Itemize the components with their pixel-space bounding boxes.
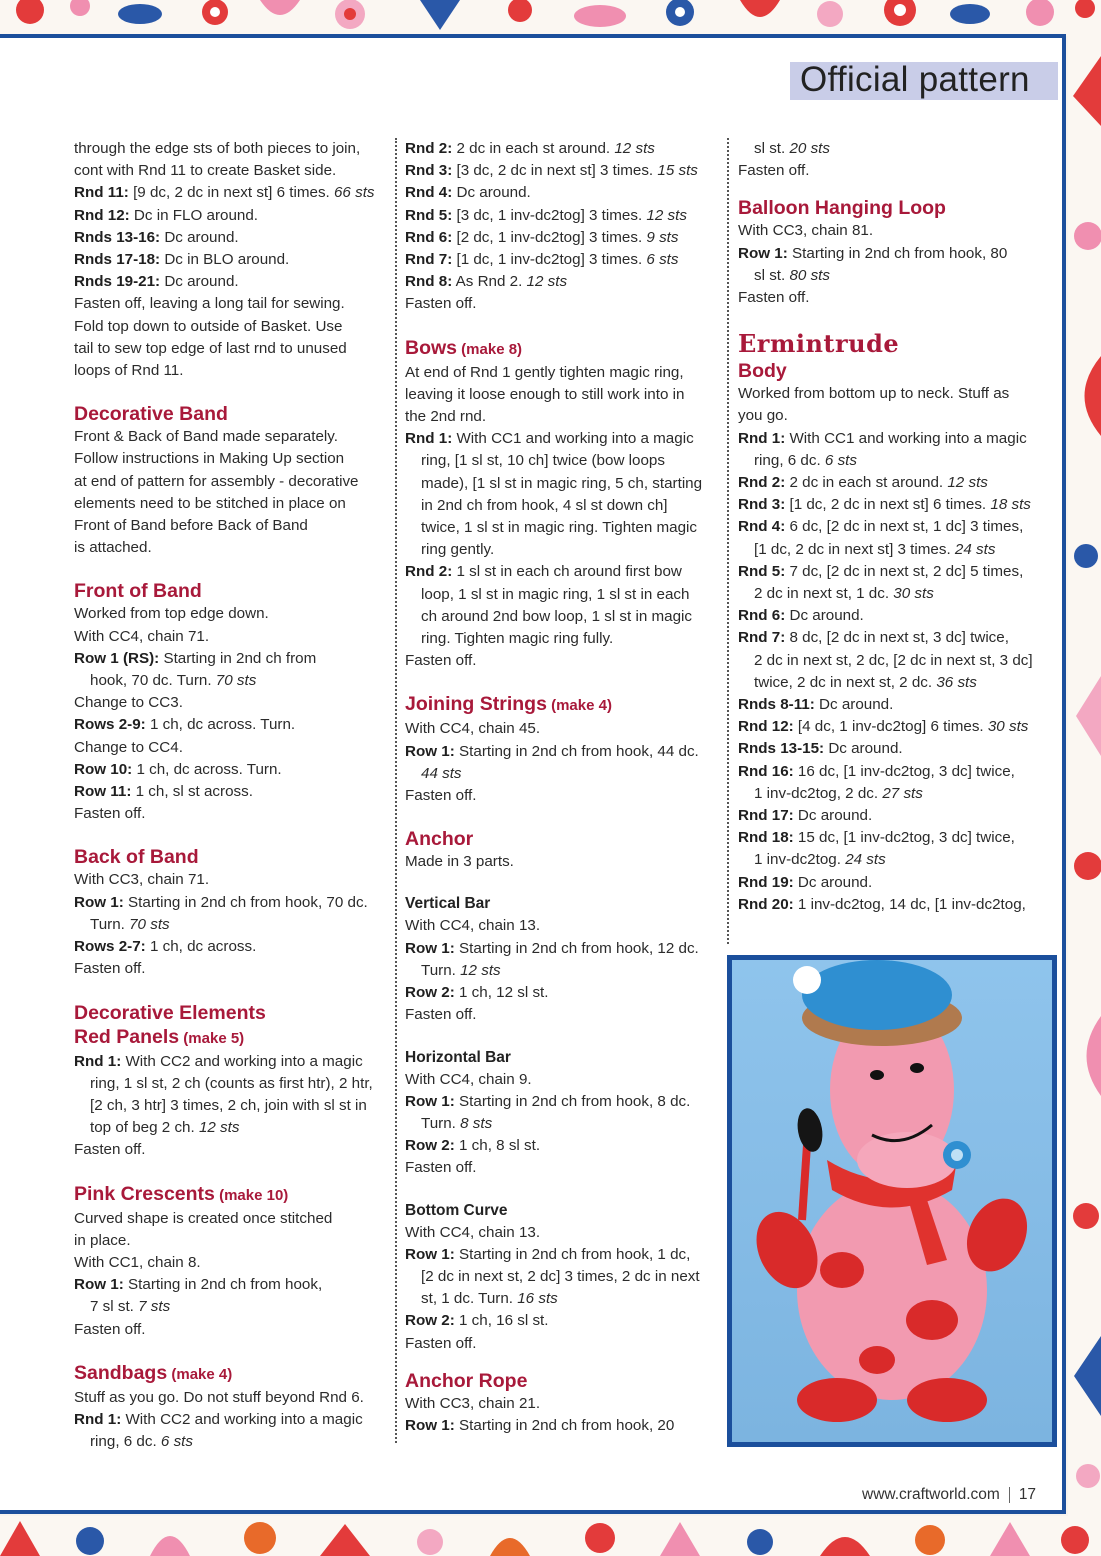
text-line: Follow instructions in Making Up section: [74, 450, 345, 468]
row-1: Row 1: Starting in 2nd ch from hook, 70 dc.: [74, 893, 368, 911]
row-1-cont: st, 1 dc. Turn. 16 sts: [421, 1290, 558, 1308]
text-line: Front & Back of Band made separately.: [74, 428, 338, 446]
row-1: Row 1: Starting in 2nd ch from hook, 1 dc,: [405, 1245, 691, 1263]
row-1-cont: 7 sl st. 7 sts: [90, 1298, 171, 1316]
text-line: in place.: [74, 1231, 131, 1249]
row-1: Row 1: Starting in 2nd ch from hook, 12 dc.: [405, 939, 699, 957]
section-heading-decorative-elements: Decorative Elements: [74, 1001, 266, 1024]
section-heading-back-of-band: Back of Band: [74, 846, 199, 869]
round-11: Rnd 11: [9 dc, 2 dc in next st] 6 times. 66 sts: [74, 184, 375, 202]
round-1-cont: top of beg 2 ch. 12 sts: [90, 1119, 240, 1137]
row-1: Row 1: Starting in 2nd ch from hook, 8 dc.: [405, 1092, 691, 1110]
text-line: ring. Tighten magic ring fully.: [421, 630, 614, 648]
text-line: Fasten off.: [74, 1320, 146, 1338]
rounds-19-21: Rnds 19-21: Dc around.: [74, 273, 239, 291]
text-line: Fasten off.: [74, 805, 146, 823]
text-line: Fasten off.: [74, 960, 146, 978]
text-line: Stuff as you go. Do not stuff beyond Rnd 6.: [74, 1388, 364, 1406]
text-line: With CC4, chain 71.: [74, 627, 210, 645]
row-1-cont: sl st. 20 sts: [754, 140, 830, 157]
section-heading-body: Body: [738, 360, 787, 383]
text-line: Curved shape is created once stitched: [74, 1209, 333, 1227]
text-line: twice, 1 sl st in magic ring. Tighten magic: [421, 519, 698, 537]
rounds-13-15: Rnds 13-15: Dc around.: [738, 740, 903, 758]
text-line: ch around 2nd bow loop, 1 sl st in magic: [421, 607, 693, 625]
round-16: Rnd 16: 16 dc, [1 inv-dc2tog, 3 dc] twice,: [738, 762, 1015, 780]
row-1: Row 1: Starting in 2nd ch from hook, 20: [405, 1416, 675, 1434]
row-1-cont: 44 sts: [421, 764, 462, 782]
text-line: [2 dc in next st, 2 dc] 3 times, 2 dc in next: [421, 1267, 700, 1285]
round-20: Rnd 20: 1 inv-dc2tog, 14 dc, [1 inv-dc2tog,: [738, 895, 1026, 913]
text-line: cont with Rnd 11 to create Basket side.: [74, 162, 337, 180]
photo-crochet-cow: [727, 955, 1057, 1447]
row-1: Row 1: Starting in 2nd ch from hook, 44 dc.: [405, 742, 699, 760]
floral-border-right: [1068, 36, 1101, 1516]
text-line: is attached.: [74, 539, 152, 557]
section-heading-front-of-band: Front of Band: [74, 580, 202, 603]
round-1: Rnd 1: With CC2 and working into a magic: [74, 1410, 363, 1428]
rounds-8-11: Rnds 8-11: Dc around.: [738, 696, 894, 714]
text-line: Worked from top edge down.: [74, 605, 269, 623]
round-5-cont: 2 dc in next st, 1 dc. 30 sts: [754, 585, 934, 603]
round-3: Rnd 3: [3 dc, 2 dc in next st] 3 times. 15 sts: [405, 162, 698, 180]
row-1-cont: Turn. 12 sts: [421, 961, 501, 979]
round-18-cont: 1 inv-dc2tog. 24 sts: [754, 851, 886, 869]
round-2: Rnd 2: 2 dc in each st around. 12 sts: [405, 140, 655, 157]
text-line: in 2nd ch from hook, 4 sl st down ch]: [421, 496, 668, 514]
text-line: Change to CC3.: [74, 694, 183, 712]
round-1: Rnd 1: With CC1 and working into a magic: [738, 429, 1027, 447]
floral-border-top: [0, 0, 1101, 36]
text-line: elements need to be stitched in place on: [74, 494, 346, 512]
text-line: Fasten off.: [405, 652, 477, 670]
row-1-rs: Row 1 (RS): Starting in 2nd ch from: [74, 649, 317, 667]
text-line: through the edge sts of both pieces to join,: [74, 140, 361, 157]
text-line: With CC3, chain 21.: [405, 1394, 541, 1412]
round-19: Rnd 19: Dc around.: [738, 873, 873, 891]
row-11: Row 11: 1 ch, sl st across.: [74, 783, 253, 801]
round-5: Rnd 5: 7 dc, [2 dc in next st, 2 dc] 5 times,: [738, 562, 1024, 580]
round-3: Rnd 3: [1 dc, 2 dc in next st] 6 times. 18 sts: [738, 496, 1031, 514]
text-line: Fasten off.: [738, 289, 810, 307]
round-4: Rnd 4: Dc around.: [405, 184, 531, 202]
section-heading-decorative-band: Decorative Band: [74, 403, 228, 426]
text-line: Fasten off.: [405, 1006, 477, 1024]
rounds-17-18: Rnds 17-18: Dc in BLO around.: [74, 251, 290, 269]
text-line: At end of Rnd 1 gently tighten magic ring,: [405, 363, 684, 381]
text-line: 2 dc in next st, 2 dc, [2 dc in next st, 3 dc]: [754, 651, 1033, 669]
row-1-rs-cont: hook, 70 dc. Turn. 70 sts: [90, 672, 257, 690]
footer-divider: [1009, 1487, 1010, 1503]
subheading-vertical-bar: Vertical Bar: [405, 895, 491, 913]
row-2: Row 2: 1 ch, 12 sl st.: [405, 984, 549, 1002]
text-line: Fasten off.: [405, 295, 477, 313]
text-line: With CC1, chain 8.: [74, 1253, 201, 1271]
page-number: 17: [1018, 1486, 1037, 1503]
round-4: Rnd 4: 6 dc, [2 dc in next st, 1 dc] 3 times,: [738, 518, 1024, 536]
round-8: Rnd 8: As Rnd 2. 12 sts: [405, 273, 568, 291]
round-1: Rnd 1: With CC2 and working into a magic: [74, 1052, 363, 1070]
round-2: Rnd 2: 1 sl st in each ch around first bow: [405, 563, 682, 581]
text-line: Fasten off.: [405, 1334, 477, 1352]
text-line: Fasten off.: [405, 1159, 477, 1177]
round-7: Rnd 7: 8 dc, [2 dc in next st, 3 dc] twice,: [738, 629, 1009, 647]
round-4-cont: [1 dc, 2 dc in next st] 3 times. 24 sts: [754, 540, 996, 558]
round-5: Rnd 5: [3 dc, 1 inv-dc2tog] 3 times. 12 sts: [405, 206, 687, 224]
rows-2-7: Rows 2-7: 1 ch, dc across.: [74, 938, 257, 956]
text-line: made), [1 sl st in magic ring, 5 ch, starting: [421, 474, 703, 492]
round-1-cont: ring, 6 dc. 6 sts: [90, 1433, 193, 1451]
column-divider: [395, 138, 397, 1443]
text-line: Made in 3 parts.: [405, 853, 514, 871]
text-line: With CC4, chain 9.: [405, 1070, 532, 1088]
text-line: ring, [1 sl st, 10 ch] twice (bow loops: [421, 452, 665, 470]
text-line: [2 ch, 3 htr] 3 times, 2 ch, join with sl st in: [90, 1096, 367, 1114]
text-line: you go.: [738, 407, 788, 425]
section-heading-balloon-hanging-loop: Balloon Hanging Loop: [738, 197, 946, 220]
row-2: Row 2: 1 ch, 16 sl st.: [405, 1312, 549, 1330]
text-line: Change to CC4.: [74, 738, 183, 756]
round-6: Rnd 6: [2 dc, 1 inv-dc2tog] 3 times. 9 sts: [405, 228, 679, 246]
text-line: Fold top down to outside of Basket. Use: [74, 317, 343, 335]
subheading-bottom-curve: Bottom Curve: [405, 1201, 508, 1219]
rows-2-9: Rows 2-9: 1 ch, dc across. Turn.: [74, 716, 296, 734]
column-3: [738, 138, 1053, 916]
footer-url: www.craftworld.com: [862, 1486, 1000, 1503]
crochet-cow-illustration: [732, 960, 1052, 1442]
text-line: leaving it loose enough to still work into in: [405, 385, 685, 403]
row-10: Row 10: 1 ch, dc across. Turn.: [74, 760, 282, 778]
row-1: Row 1: Starting in 2nd ch from hook,: [74, 1276, 323, 1294]
text-line: With CC3, chain 71.: [74, 871, 210, 889]
text-line: loops of Rnd 11.: [74, 362, 184, 380]
row-1-cont: sl st. 80 sts: [754, 266, 830, 284]
row-1-cont: Turn. 70 sts: [90, 915, 170, 933]
round-7-cont: twice, 2 dc in next st, 2 dc. 36 sts: [754, 673, 977, 691]
text-line: Worked from bottom up to neck. Stuff as: [738, 385, 1010, 403]
text-line: With CC3, chain 81.: [738, 222, 874, 240]
round-1: Rnd 1: With CC1 and working into a magic: [405, 430, 694, 448]
text-line: Fasten off.: [405, 787, 477, 805]
column-1: [74, 138, 389, 1453]
round-7: Rnd 7: [1 dc, 1 inv-dc2tog] 3 times. 6 sts: [405, 251, 679, 269]
row-1-cont: Turn. 8 sts: [421, 1114, 493, 1132]
page-header-title: Official pattern: [800, 60, 1030, 99]
round-2: Rnd 2: 2 dc in each st around. 12 sts: [738, 474, 988, 492]
text-line: Fasten off, leaving a long tail for sewing.: [74, 295, 345, 313]
column-2: [405, 138, 723, 1437]
section-heading-joining-strings: Joining Strings (make 4): [405, 693, 612, 716]
text-line: With CC4, chain 45.: [405, 720, 541, 738]
text-line: ring gently.: [421, 541, 495, 559]
text-line: at end of pattern for assembly - decorative: [74, 472, 359, 490]
text-line: the 2nd rnd.: [405, 408, 487, 426]
column-divider: [727, 138, 729, 944]
round-6: Rnd 6: Dc around.: [738, 607, 864, 625]
section-heading-red-panels: Red Panels (make 5): [74, 1025, 245, 1048]
round-16-cont: 1 inv-dc2tog, 2 dc. 27 sts: [754, 784, 923, 802]
text-line: Fasten off.: [74, 1141, 146, 1159]
page-footer: [862, 1486, 1036, 1504]
text-line: With CC4, chain 13.: [405, 917, 541, 935]
round-18: Rnd 18: 15 dc, [1 inv-dc2tog, 3 dc] twice,: [738, 829, 1015, 847]
subheading-horizontal-bar: Horizontal Bar: [405, 1048, 511, 1066]
text-line: Front of Band before Back of Band: [74, 517, 308, 535]
section-heading-pink-crescents: Pink Crescents (make 10): [74, 1182, 289, 1205]
section-heading-anchor: Anchor: [405, 828, 474, 851]
section-heading-bows: Bows (make 8): [405, 336, 523, 359]
floral-border-bottom: [0, 1516, 1101, 1556]
text-line: tail to sew top edge of last rnd to unused: [74, 339, 347, 357]
round-12: Rnd 12: [4 dc, 1 inv-dc2tog] 6 times. 30 sts: [738, 718, 1029, 736]
text-line: ring, 1 sl st, 2 ch (counts as first htr), 2 htr,: [90, 1074, 373, 1092]
section-heading-anchor-rope: Anchor Rope: [405, 1369, 528, 1392]
round-1-cont: ring, 6 dc. 6 sts: [754, 451, 857, 469]
rounds-13-16: Rnds 13-16: Dc around.: [74, 228, 239, 246]
text-line: With CC4, chain 13.: [405, 1223, 541, 1241]
row-1: Row 1: Starting in 2nd ch from hook, 80: [738, 244, 1008, 262]
section-heading-sandbags: Sandbags (make 4): [74, 1361, 233, 1384]
text-line: loop, 1 sl st in magic ring, 1 sl st in each: [421, 585, 690, 603]
text-line: Fasten off.: [738, 162, 810, 180]
round-17: Rnd 17: Dc around.: [738, 807, 873, 825]
round-12: Rnd 12: Dc in FLO around.: [74, 206, 259, 224]
section-title-ermintrude: Ermintrude: [738, 329, 900, 359]
row-2: Row 2: 1 ch, 8 sl st.: [405, 1137, 541, 1155]
